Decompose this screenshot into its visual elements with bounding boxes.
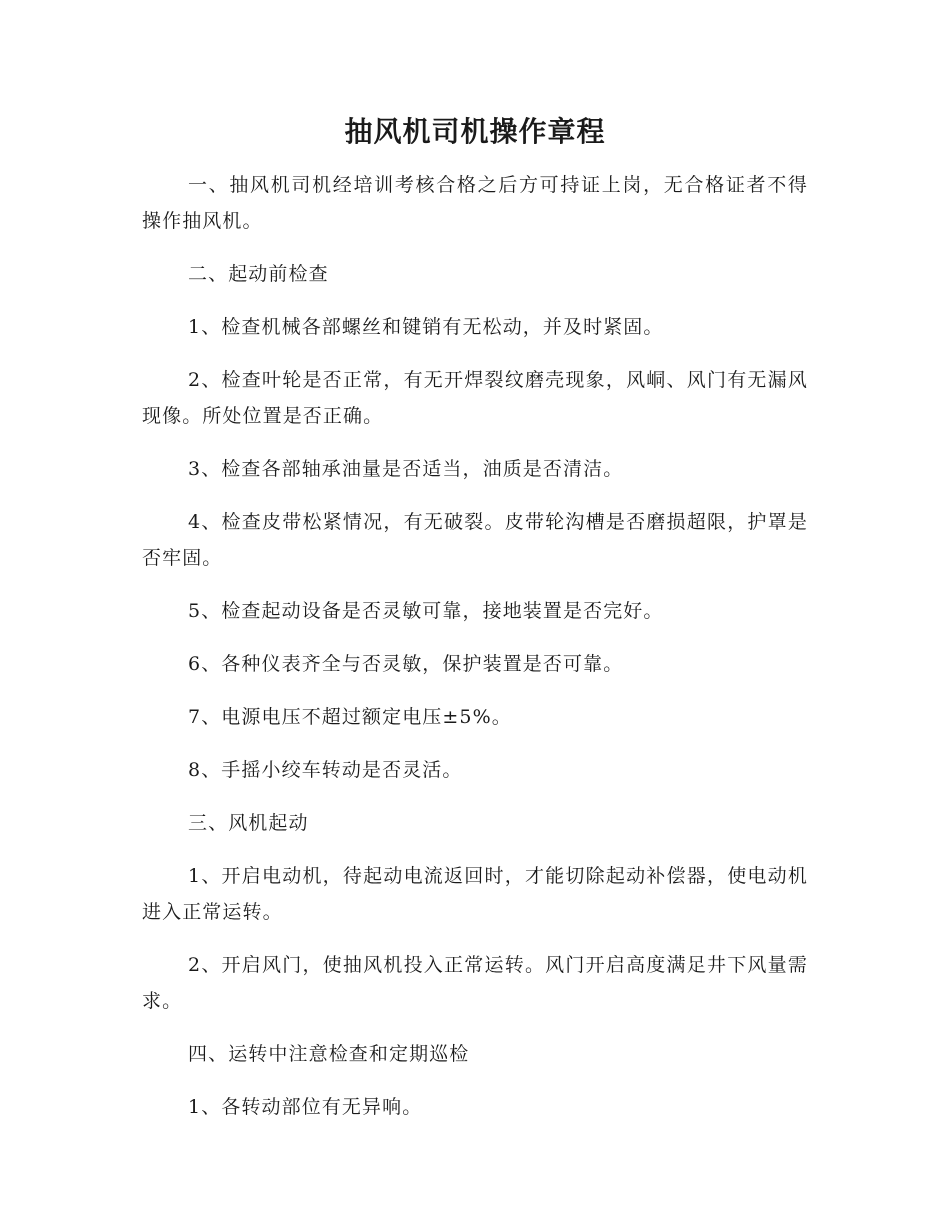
check-item-4: 4、检查皮带松紧情况，有无破裂。皮带轮沟槽是否磨损超限，护罩是否牢固。 <box>142 511 808 569</box>
check-item-7: 7、电源电压不超过额定电压±5%。 <box>188 706 512 728</box>
check-item-3: 3、检查各部轴承油量是否适当，油质是否清洁。 <box>188 458 624 480</box>
check-item-5: 5、检查起动设备是否灵敏可靠，接地装置是否完好。 <box>188 600 664 622</box>
document-body <box>142 167 808 1142</box>
startup-item-2: 2、开启风门，使抽风机投入正常运转。风门开启高度满足井下风量需求。 <box>142 954 808 1012</box>
check-item-6: 6、各种仪表齐全与否灵敏，保护装置是否可靠。 <box>188 653 624 675</box>
section-heading-4: 四、运转中注意检查和定期巡检 <box>188 1043 470 1065</box>
check-item-2: 2、检查叶轮是否正常，有无开焊裂纹磨壳现象，风峒、风门有无漏风现像。所处位置是否正确。 <box>142 369 808 427</box>
check-item-8: 8、手摇小绞车转动是否灵活。 <box>188 759 463 781</box>
startup-item-1: 1、开启电动机，待起动电流返回时，才能切除起动补偿器，使电动机进入正常运转。 <box>142 865 808 923</box>
section-heading-2: 二、起动前检查 <box>188 263 329 285</box>
document-title: 抽风机司机操作章程 <box>344 115 606 148</box>
check-item-1: 1、检查机械各部螺丝和键销有无松动，并及时紧固。 <box>188 316 664 338</box>
inspection-item-1: 1、各转动部位有无异响。 <box>188 1096 423 1118</box>
section-heading-3: 三、风机起动 <box>188 812 309 834</box>
section-heading-1: 一、抽风机司机经培训考核合格之后方可持证上岗，无合格证者不得操作抽风机。 <box>142 174 808 232</box>
